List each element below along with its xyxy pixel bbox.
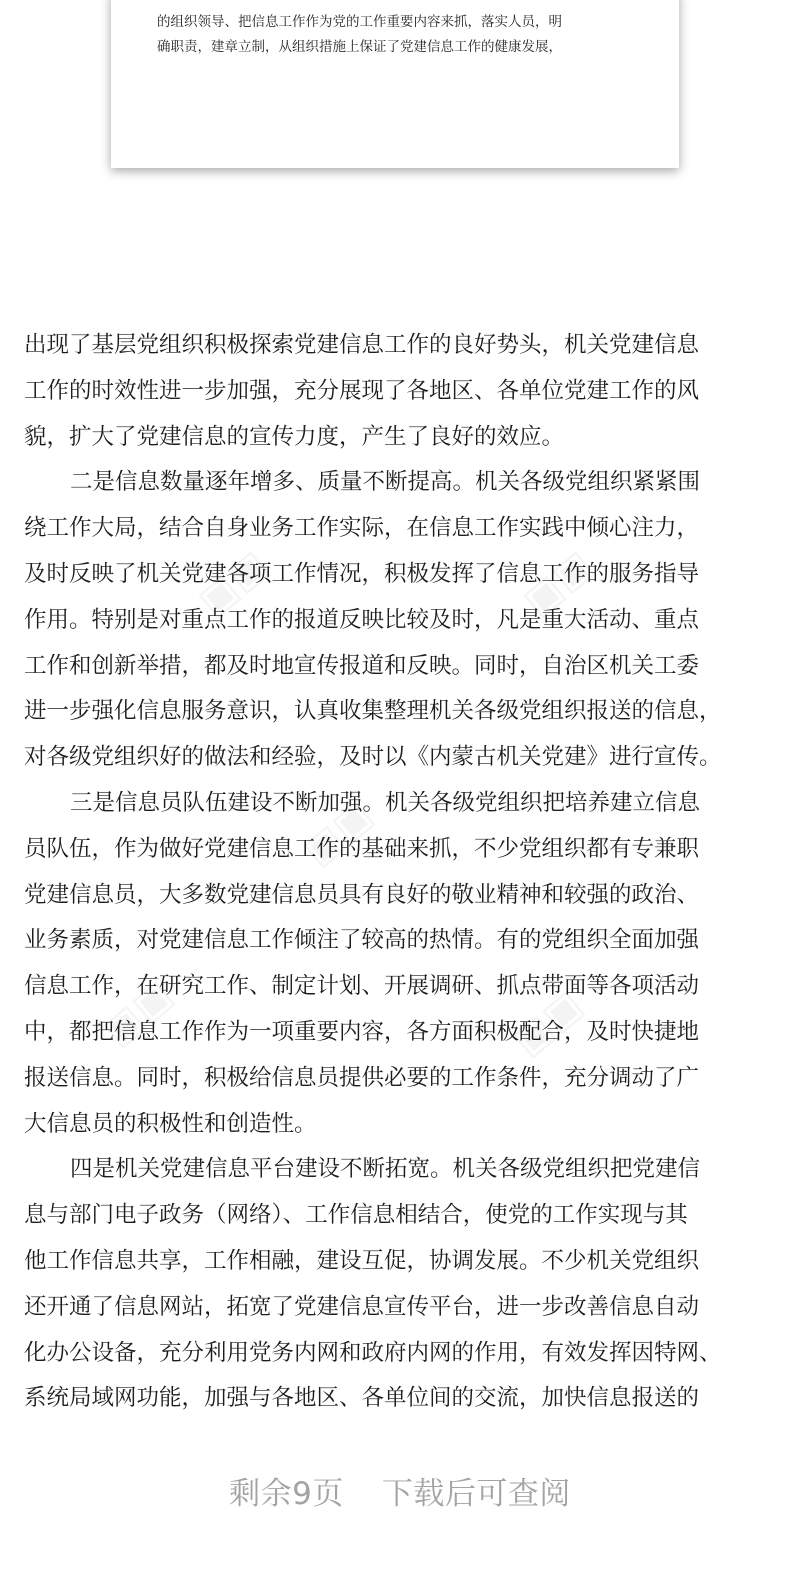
body-line: 工作的时效性进一步加强，充分展现了各地区、各单位党建工作的风 [24,377,700,404]
body-line: 系统局域网功能，加强与各地区、各单位间的交流，加快信息报送的 [24,1385,700,1412]
body-line: 作用。特别是对重点工作的报道反映比较及时，凡是重大活动、重点 [24,606,700,633]
body-line: 四是机关党建信息平台建设不断拓宽。机关各级党组织把党建信 [70,1156,701,1183]
body-line: 及时反映了机关党建各项工作情况，积极发挥了信息工作的服务指导 [24,560,700,587]
body-line: 他工作信息共享，工作相融，建设互促，协调发展。不少机关党组织 [24,1247,700,1274]
body-line: 业务素质，对党建信息工作倾注了较高的热情。有的党组织全面加强 [24,927,700,954]
body-line: 绕工作大局，结合自身业务工作实际，在信息工作实践中倾心注力， [24,515,700,542]
body-line: 出现了基层党组织积极探索党建信息工作的良好势头，机关党建信息 [24,332,700,358]
body-line: 息与部门电子政务（网络）、工作信息相结合，使党的工作实现与其 [24,1202,688,1229]
body-line: 进一步强化信息服务意识，认真收集整理机关各级党组织报送的信息， [24,698,722,725]
body-line: 大信息员的积极性和创造性。 [24,1110,317,1137]
body-line: 工作和创新举措，都及时地宣传报道和反映。同时，自治区机关工委 [24,652,700,679]
previous-page-preview [111,0,679,168]
body-line: 中，都把信息工作作为一项重要内容，各方面积极配合，及时快捷地 [24,1018,700,1045]
body-line: 员队伍，作为做好党建信息工作的基础来抓，不少党组织都有专兼职 [24,835,700,862]
body-line: 对各级党组织好的做法和经验，及时以《内蒙古机关党建》进行宣传。 [24,744,722,771]
body-line: 报送信息。同时，积极给信息员提供必要的工作条件，充分调动了广 [24,1064,700,1091]
body-line: 党建信息员，大多数党建信息员具有良好的敬业精神和较强的政治、 [24,881,700,908]
download-hint-label: 下载后可查阅 [381,1476,571,1512]
body-line: 信息工作，在研究工作、制定计划、开展调研、抓点带面等各项活动 [24,973,700,1000]
body-line: 貌，扩大了党建信息的宣传力度，产生了良好的效应。 [24,423,565,450]
prev-page-line: 确职责，建章立制，从组织措施上保证了党建信息工作的健康发展， [157,39,562,55]
body-line: 化办公设备，充分利用党务内网和政府内网的作用，有效发挥因特网、 [24,1339,722,1366]
prev-page-line: 的组织领导、把信息工作作为党的工作重要内容来抓，落实人员，明 [157,14,562,30]
document-body [24,323,784,1422]
body-line: 还开通了信息网站，拓宽了党建信息宣传平台，进一步改善信息自动 [24,1293,700,1320]
download-prompt[interactable] [0,1468,800,1513]
body-line: 三是信息员队伍建设不断加强。机关各级党组织把培养建立信息 [70,789,701,816]
remaining-pages-label: 剩余9页 [229,1476,344,1512]
body-line: 二是信息数量逐年增多、质量不断提高。机关各级党组织紧紧围 [70,469,701,496]
